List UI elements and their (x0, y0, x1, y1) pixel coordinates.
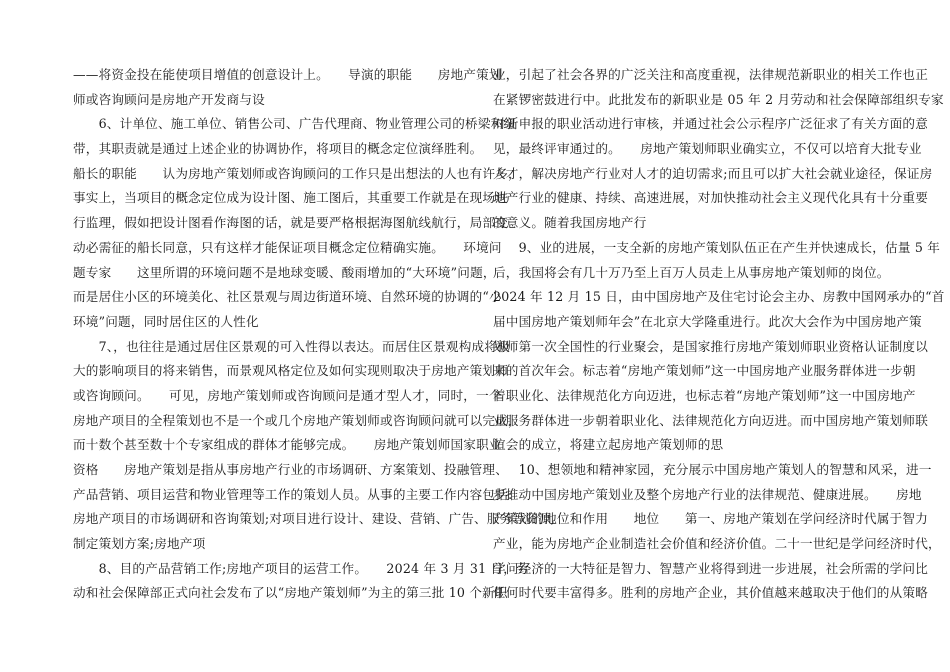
text-line: 业服务群体进一步朝着职业化、法律规范化方向迈进。而中国房地产策划师联 (493, 412, 928, 428)
text-line: 9、业的进展，一支全新的房地产策划队伍正在产生并快速成长，估量 5 年 (493, 239, 941, 255)
text-line: ——将资金投在能使项目增值的创意设计上。 导演的职能 房地产策划 (73, 67, 502, 82)
text-line: 产业，能为房地产企业制造社会价值和经济价值。二十一世纪是学问经济时代， (493, 536, 941, 552)
text-line: 或咨询顾问。 可见，房地产策划师或咨询顾问是通才型人才，同时，一个 (73, 387, 502, 403)
text-line: 地产行业的健康、持续、高速进展，对加快推动社会主义现代化具有十分重要 (493, 190, 928, 206)
text-line: 事实上，当项目的概念定位成为设计图、施工图后，其重要工作就是在现场进 (73, 190, 508, 206)
text-line: 而十数个甚至数十个专家组成的群体才能够完成。 房地产策划师国家职业 (73, 437, 502, 453)
text-line: 任何时代要丰富得多。胜利的房地产企业，其价值越来越取决于他们的从策略 (493, 585, 928, 601)
text-line: 见，最终评审通过的。 房地产策划师职业确实立，不仅可以培育大批专业 (493, 141, 922, 157)
text-line: 环境”问题，同时居住区的人性化 (73, 313, 259, 329)
text-line: 步推动中国房地产策划业及整个房地产行业的法律规范、健康进展。 房地 (493, 486, 922, 502)
text-line: 人才，解决房地产行业对人才的迫切需求;而且可以扩大社会就业途径，保证房 (493, 165, 933, 181)
text-line: 带，其职责就是通过上述企业的协调协作，将项目的概念定位演绎胜利。 (73, 141, 483, 157)
text-line: 制定策划方案;房地产项 (73, 536, 206, 552)
text-line: 来的首次年会。标志着“房地产策划师”这一中国房地产业服务群体进一步朝 (493, 363, 916, 379)
text-line: 房地产项目的市场调研和咨询策划;对项目进行设计、建设、营销、广告、服务等资源, (73, 511, 556, 527)
text-line: 划师第一次全国性的行业聚会，是国家推行房地产策划师职业资格认证制度以 (493, 338, 928, 354)
right-text-column (493, 63, 945, 606)
text-line: 题专家 这里所谓的环境问题不是地球变暖、酸雨增加的“大环境”问题， (73, 264, 496, 280)
text-line: 业，引起了社会各界的广泛关注和高度重视，法律规范新职业的相关工作也正 (493, 67, 928, 82)
text-line: 动和社会保障部正式向社会发布了以“房地产策划师”为主的第三批 10 个新职 (73, 585, 508, 601)
text-line: 动必需征的船长同意，只有这样才能保证项目概念定位精确实施。 环境问 (73, 239, 502, 255)
text-line: 对新申报的职业活动进行审核，并通过社会公示程序广泛征求了有关方面的意 (493, 116, 928, 132)
text-line: 10、想领地和精神家园，充分展示中国房地产策划人的智慧和风采，进一 (493, 462, 932, 477)
text-line: 8、目的产品营销工作;房地产项目的运营工作。 2024 年 3 月 31 日，劳 (73, 560, 529, 576)
text-line: 学问经济的一大特征是智力、智慧产业将得到进一步进展，社会所需的学问比 (493, 560, 928, 576)
text-line: 房地产项目的全程策划也不是一个或几个房地产策划师或咨询顾问就可以完成， (73, 412, 521, 428)
text-line: 后，我国将会有几十万乃至上百万人员走上从事房地产策划师的岗位。 (493, 264, 890, 280)
text-line: 行监理，假如把设计图看作海图的话，就是要严格根据海图航线航行，局部变 (73, 215, 508, 231)
text-line: 在紧锣密鼓进行中。此批发布的新职业是 05 年 2 月劳动和社会保障部组织专家 (493, 91, 944, 107)
text-line: 2024 年 12 月 15 日，由中国房地产及住宅讨论会主办、房教中国网承办的“首 (493, 289, 945, 305)
text-line: 届中国房地产策划师年会”在北京大学隆重进行。此次大会作为中国房地产策 (493, 313, 922, 329)
text-line: 产策划的地位和作用 地位 第一、房地产策划在学问经济时代属于智力 (493, 511, 928, 527)
text-line: 而是居住小区的环境美化、社区景观与周边街道环境、自然环境的协调的“小 (73, 289, 502, 305)
text-line: 6、计单位、施工单位、销售公司、广告代理商、物业管理公司的桥梁和纽 (73, 116, 517, 132)
left-text-column (73, 63, 556, 606)
text-line: 产品营销、项目运营和物业管理等工作的策划人员。从事的主要工作内容包括: (73, 486, 513, 502)
text-line: 的意义。随着我国房地产行 (493, 215, 647, 231)
text-line: 谊会的成立，将建立起房地产策划师的思 (493, 437, 724, 453)
text-line: 7、，也往往是通过居住区景观的可入性得以表达。而居住区景观构成将极 (73, 338, 510, 354)
text-line: 大的影响项目的将来销售，而景观风格定位及如何实现则取决于房地产策划师 (73, 363, 508, 379)
text-line: 师或咨询顾问是房地产开发商与设 (73, 91, 265, 107)
text-line: 船长的职能 认为房地产策划师或咨询顾问的工作只是出想法的人也有许多， (73, 165, 521, 181)
text-line: 资格 房地产策划是指从事房地产行业的市场调研、方案策划、投融管理、 (73, 462, 508, 477)
text-line: 着职业化、法律规范化方向迈进，也标志着“房地产策划师”这一中国房地产 (493, 387, 916, 403)
